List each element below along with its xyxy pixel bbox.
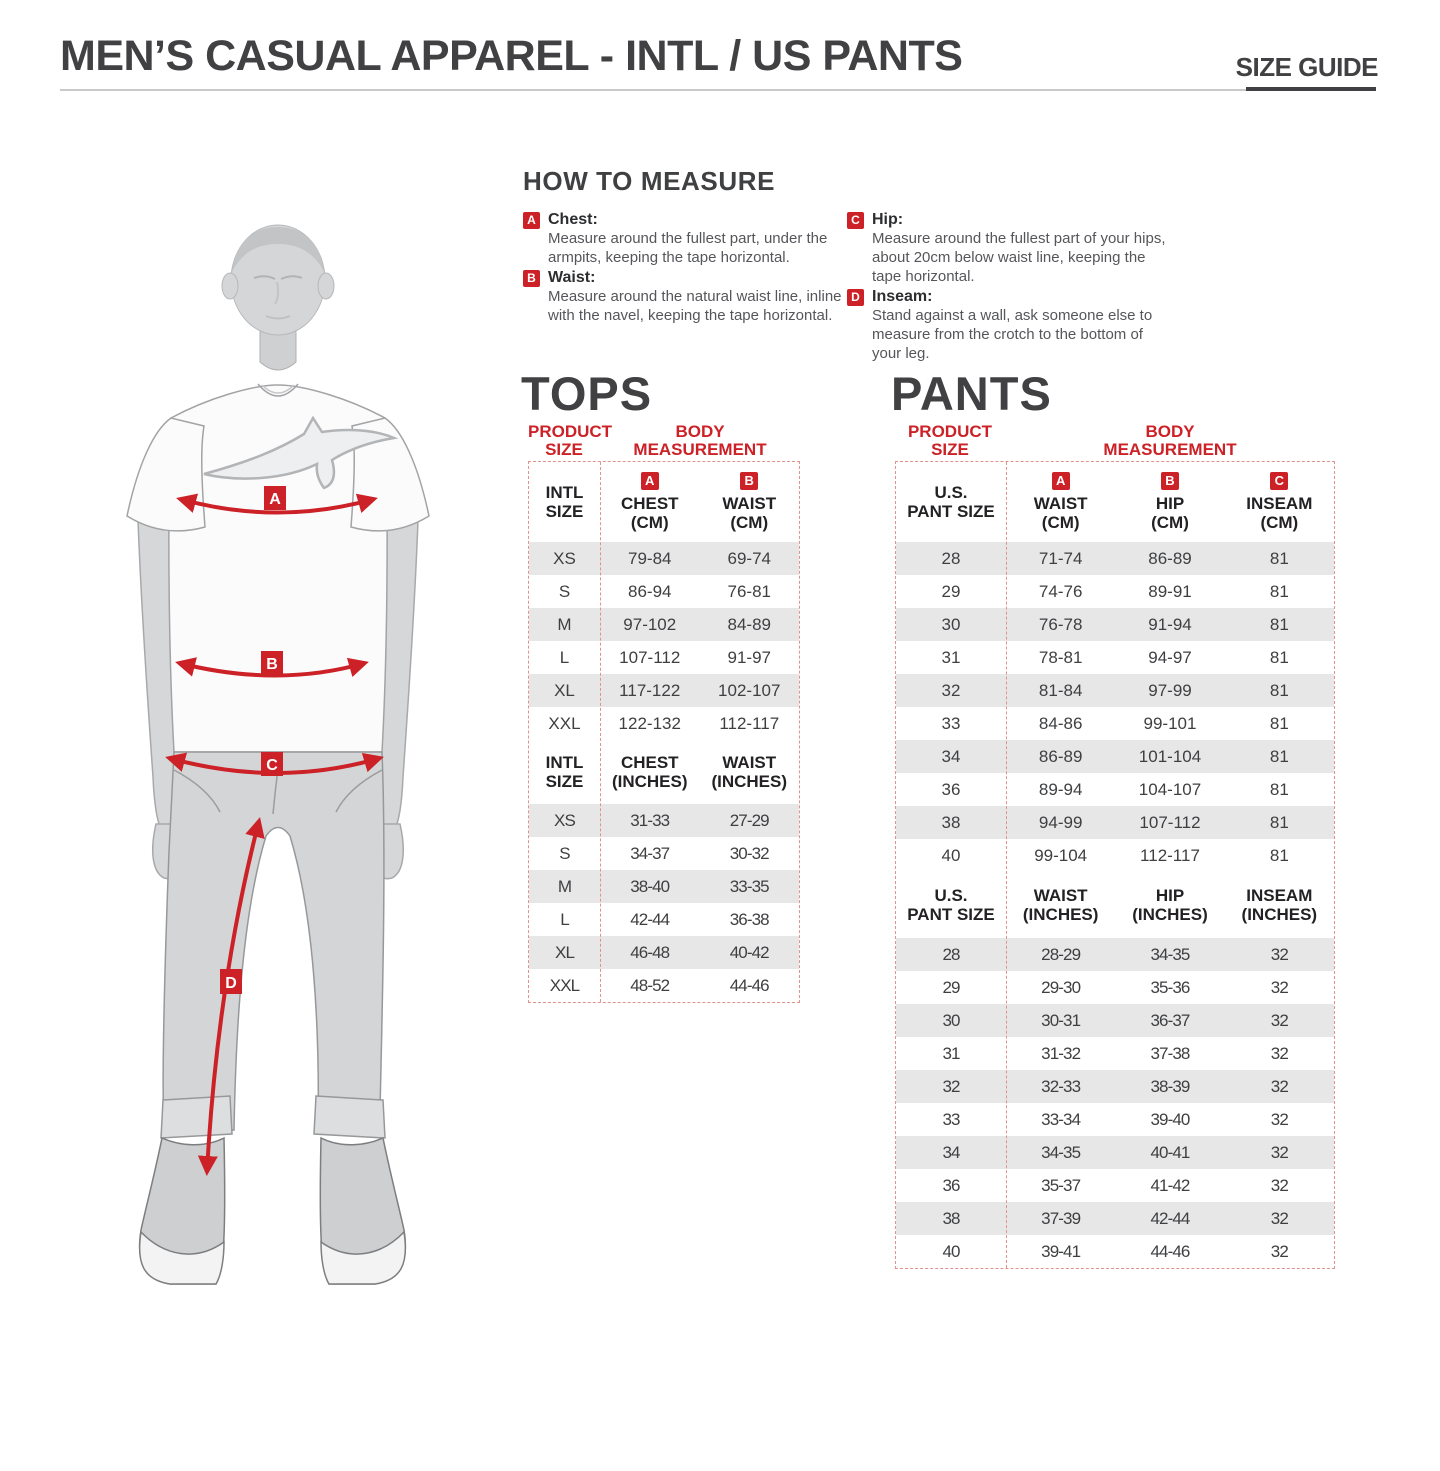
marker-a-letter: A [269, 491, 281, 508]
tops-inches-rows [529, 804, 799, 1002]
header-chest-cm: A CHEST (CM) [620, 473, 679, 532]
table-row: XXL 48-52 44-46 [549, 975, 769, 995]
pants-cm-rows [896, 542, 1334, 872]
label-line: SIZE [545, 440, 583, 459]
marker-c-badge: C [847, 212, 864, 229]
right-ear [318, 273, 334, 299]
tops-title: TOPS [521, 367, 653, 420]
pants-inches-rows [896, 938, 1334, 1268]
measure-instruction-inseam [847, 287, 1171, 363]
marker-a-badge: A [1052, 472, 1070, 490]
man-figure-illustration [108, 222, 506, 1320]
measure-text [548, 268, 848, 325]
pants-group-labels [895, 423, 1335, 459]
measure-instruction-waist [523, 268, 847, 325]
header-waist-inches: WAIST (INCHES) [1022, 886, 1099, 924]
label-line: BODY [1145, 422, 1195, 441]
label-line: BODY [675, 422, 725, 441]
marker-a-badge: A [641, 472, 659, 490]
table-row: M 97-102 84-89 [529, 608, 799, 641]
marker-a-badge: A [523, 212, 540, 229]
table-row: 28 28-29 34-35 32 [896, 938, 1334, 971]
measure-term: Hip: [872, 211, 904, 228]
measure-text [872, 210, 1172, 286]
table-row: 30 30-31 36-37 32 [896, 1004, 1334, 1037]
table-row: 40 99-104 112-117 81 [941, 845, 1289, 865]
page-title: MEN’S CASUAL APPAREL - INTL / US PANTS [60, 32, 963, 80]
table-row: 29 29-30 35-36 32 [942, 977, 1288, 997]
header-intl-size: INTL SIZE [545, 753, 584, 791]
header-waist-inches: WAIST (INCHES) [711, 753, 788, 791]
pants-body-measurement-label [1005, 423, 1335, 459]
how-to-measure-section [523, 166, 1233, 364]
left-sleeve [127, 418, 205, 531]
how-to-measure-column-right [847, 210, 1171, 364]
table-row: S 34-37 30-32 [559, 843, 769, 863]
table-row: 38 37-39 42-44 32 [896, 1202, 1334, 1235]
measure-term: Inseam: [872, 288, 933, 305]
pants-title: PANTS [891, 367, 1052, 420]
marker-d-badge: D [847, 289, 864, 306]
header-divider [60, 89, 1246, 91]
marker-d-letter: D [225, 975, 237, 992]
measure-instruction-hip [847, 210, 1171, 286]
table-row: S 86-94 76-81 [558, 581, 771, 601]
table-row: XL 117-122 102-107 [529, 674, 799, 707]
measure-instruction-chest [523, 210, 847, 267]
measure-term: Chest: [548, 211, 598, 228]
header-chest-inches: CHEST (INCHES) [611, 753, 688, 791]
table-row: 36 89-94 104-107 81 [941, 779, 1289, 799]
right-cuff [314, 1096, 385, 1138]
how-to-measure-title: HOW TO MEASURE [523, 166, 776, 196]
marker-c-letter: C [266, 757, 278, 774]
tops-cm-rows [529, 542, 799, 740]
label-line: PRODUCT [528, 422, 613, 441]
table-row: 32 81-84 97-99 81 [896, 674, 1334, 707]
pants-inches-header [896, 872, 1334, 938]
tops-table [528, 461, 800, 1003]
table-row: 31 78-81 94-97 81 [941, 647, 1289, 667]
table-row: 28 71-74 86-89 81 [896, 542, 1334, 575]
header-us-pant-size: U.S. PANT SIZE [907, 483, 995, 521]
label-line: MEASUREMENT [633, 440, 767, 459]
header-hip-cm: B HIP (CM) [1151, 473, 1189, 532]
table-row: 34 86-89 101-104 81 [896, 740, 1334, 773]
table-row: 29 74-76 89-91 81 [941, 581, 1289, 601]
label-line: MEASUREMENT [1103, 440, 1237, 459]
measure-desc: Measure around the fullest part, under the armpits, keeping the tape horizontal. [548, 230, 828, 266]
header-inseam-inches: INSEAM (INCHES) [1241, 886, 1318, 924]
table-row: 38 94-99 107-112 81 [896, 806, 1334, 839]
left-cuff [161, 1096, 232, 1138]
marker-b-badge: B [740, 472, 758, 490]
size-guide-label: SIZE GUIDE [1235, 52, 1378, 82]
tops-cm-header [529, 462, 799, 542]
table-row: XXL 122-132 112-117 [548, 713, 780, 733]
label-line: PRODUCT [907, 422, 993, 441]
table-row: 33 84-86 99-101 81 [941, 713, 1289, 733]
table-row: 36 35-37 41-42 32 [942, 1175, 1288, 1195]
left-ear [222, 273, 238, 299]
table-row: XS 79-84 69-74 [529, 542, 799, 575]
marker-b-letter: B [266, 656, 278, 673]
table-row: 40 39-41 44-46 32 [942, 1241, 1288, 1261]
table-row: L 42-44 36-38 [560, 909, 769, 929]
table-row: 34 34-35 40-41 32 [896, 1136, 1334, 1169]
tops-group-labels [528, 423, 800, 459]
measurement-figure [108, 222, 506, 1320]
table-row: 31 31-32 37-38 32 [942, 1043, 1288, 1063]
pants-product-size-label [895, 423, 1005, 459]
tops-product-size-label [528, 422, 613, 459]
column-divider [1006, 462, 1007, 1268]
marker-c-badge: C [1270, 472, 1288, 490]
column-divider [600, 462, 601, 1002]
table-row: XL 46-48 40-42 [529, 936, 799, 969]
measure-desc: Stand against a wall, ask someone else to measure from the crotch to the bottom of your leg. [872, 307, 1153, 362]
header-inseam-cm: C INSEAM (CM) [1246, 473, 1313, 532]
header-us-pant-size: U.S. PANT SIZE [907, 886, 995, 924]
table-row: L 107-112 91-97 [559, 647, 771, 667]
measure-text [872, 287, 1172, 363]
table-row: 30 76-78 91-94 81 [896, 608, 1334, 641]
table-row: M 38-40 33-35 [529, 870, 799, 903]
marker-b-badge: B [1161, 472, 1179, 490]
header-waist-cm: B WAIST (CM) [722, 473, 777, 532]
how-to-measure-columns [523, 210, 1233, 364]
tops-body-measurement-label [600, 423, 800, 459]
tops-inches-header [529, 740, 799, 804]
marker-b-badge: B [523, 270, 540, 287]
header-intl-size: INTL SIZE [545, 483, 584, 521]
measure-text [548, 210, 848, 267]
how-to-measure-column-left [523, 210, 847, 364]
measure-term: Waist: [548, 269, 596, 286]
table-row: 32 32-33 38-39 32 [896, 1070, 1334, 1103]
header-hip-inches: HIP (INCHES) [1132, 886, 1208, 924]
pants-table [895, 461, 1335, 1269]
measure-desc: Measure around the fullest part of your hips, about 20cm below waist line, keeping the tape horizontal. [872, 230, 1166, 285]
table-row: 33 33-34 39-40 32 [942, 1109, 1288, 1129]
label-line: SIZE [931, 440, 969, 459]
header-divider-accent [1246, 87, 1376, 91]
measure-desc: Measure around the natural waist line, inline with the navel, keeping the tape horizontal. [548, 288, 842, 324]
pants-cm-header [896, 462, 1334, 542]
table-row: XS 31-33 27-29 [529, 804, 799, 837]
header-waist-cm: A WAIST (CM) [1033, 473, 1088, 532]
